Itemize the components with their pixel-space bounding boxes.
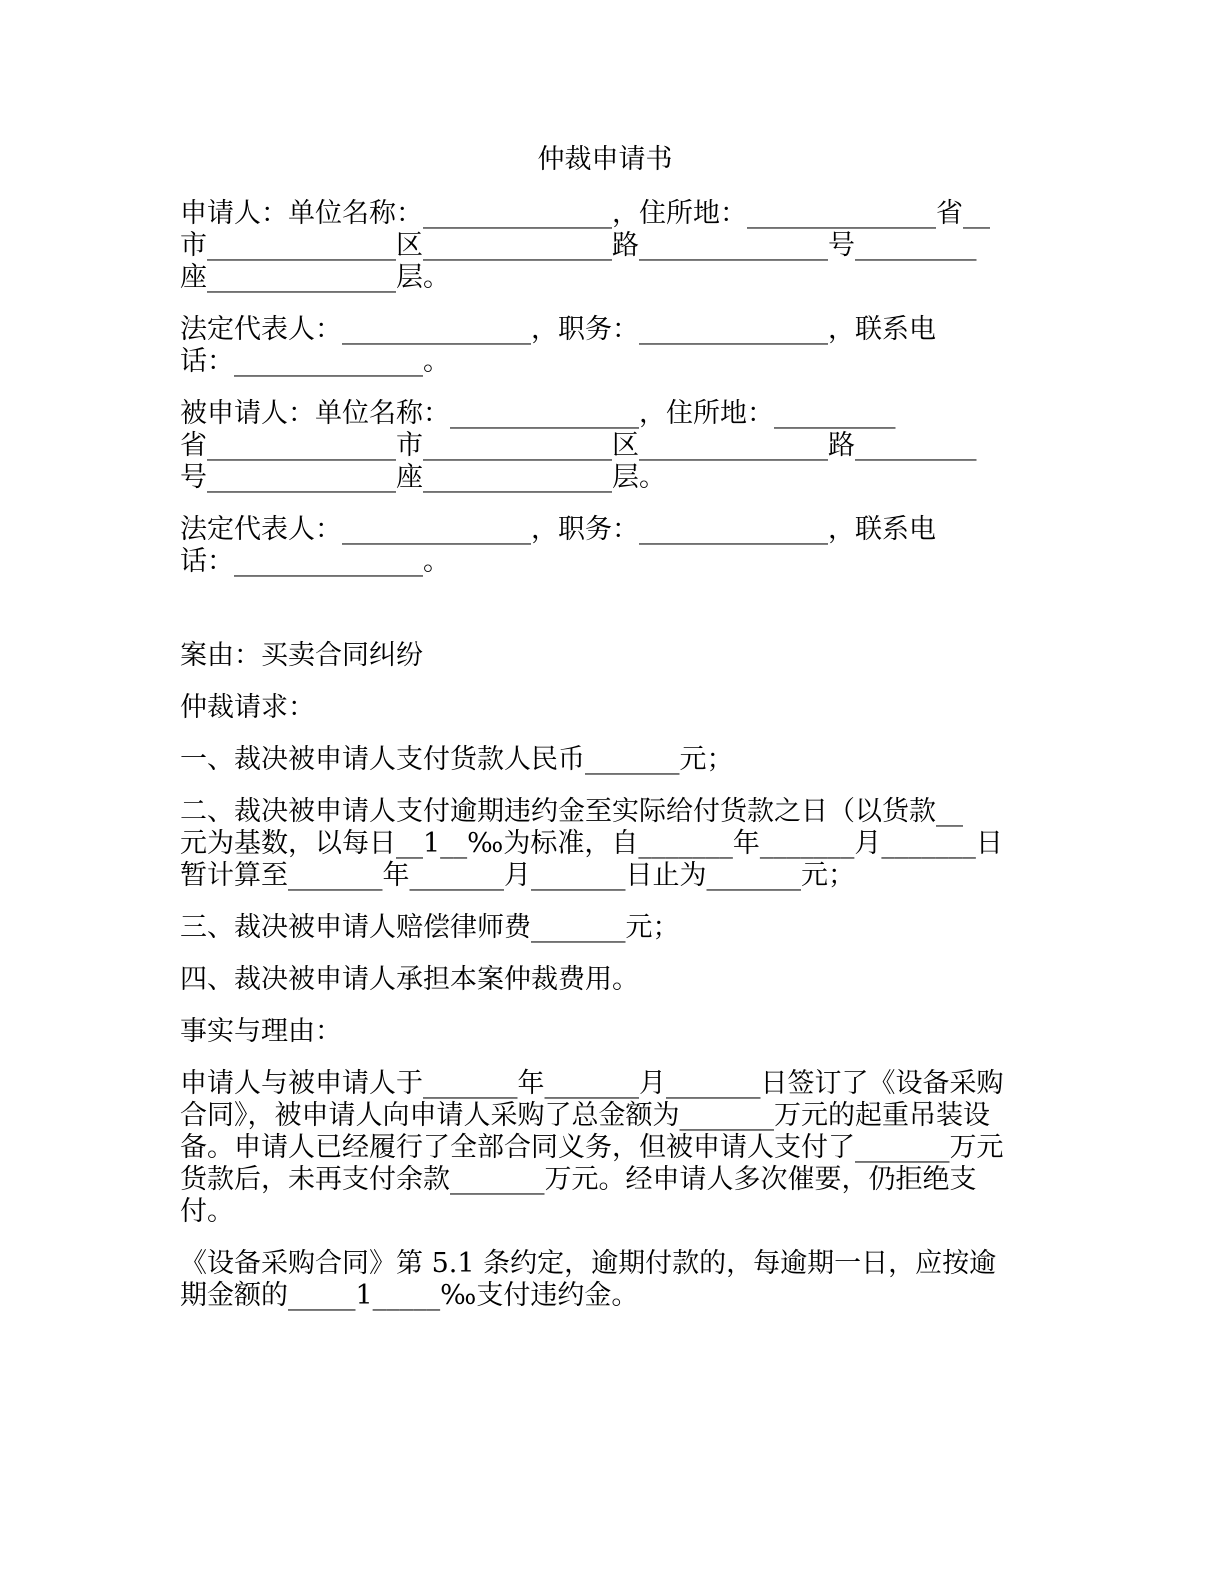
document-page	[180, 140, 1030, 1332]
respondent-rep-line-2: 话：______________。	[180, 546, 450, 577]
facts-paragraph-2	[180, 1248, 1030, 1312]
facts-paragraph-1	[180, 1068, 1030, 1228]
applicant-line-3: 座______________层。	[180, 262, 450, 293]
claim-2	[180, 796, 1030, 892]
respondent-representative	[180, 514, 1030, 578]
applicant-line-1: 申请人：单位名称：______________，住所地：______________省__	[180, 198, 990, 229]
respondent-info	[180, 398, 1030, 494]
facts-p1-line-1: 申请人与被申请人于_______年_______月_______日签订了《设备采购	[180, 1068, 1004, 1099]
respondent-line-1: 被申请人：单位名称：______________，住所地：_________	[180, 398, 896, 429]
facts-p1-line-5: 付。	[180, 1196, 234, 1227]
applicant-line-2: 市______________区______________路______________号_________	[180, 230, 977, 261]
claim-2-line-3: 暂计算至_______年_______月_______日止为_______元；	[180, 860, 855, 891]
case-cause: 案由：买卖合同纠纷	[180, 640, 423, 671]
facts-p1-line-4: 货款后，未再支付余款_______万元。经申请人多次催要，仍拒绝支	[180, 1164, 977, 1195]
respondent-rep-line-1: 法定代表人：______________，职务：______________，联系电	[180, 514, 936, 545]
applicant-rep-line-2: 话：______________。	[180, 346, 450, 377]
facts-p2-line-2: 期金额的_____1_____‰支付违约金。	[180, 1280, 639, 1311]
respondent-line-2: 省______________市______________区______________路_________	[180, 430, 977, 461]
claim-2-line-2: 元为基数，以每日__1__‰为标准，自_______年_______月_______日	[180, 828, 1003, 859]
applicant-rep-line-1: 法定代表人：______________，职务：______________，联系电	[180, 314, 936, 345]
applicant-info	[180, 198, 1030, 294]
section-spacer	[180, 598, 1030, 640]
applicant-representative	[180, 314, 1030, 378]
respondent-line-3: 号______________座______________层。	[180, 462, 666, 493]
claims-heading: 仲裁请求：	[180, 692, 315, 723]
claim-4: 四、裁决被申请人承担本案仲裁费用。	[180, 964, 639, 995]
facts-p1-line-3: 备。申请人已经履行了全部合同义务，但被申请人支付了_______万元	[180, 1132, 1004, 1163]
claim-1: 一、裁决被申请人支付货款人民币_______元；	[180, 744, 734, 775]
claim-2-line-1: 二、裁决被申请人支付逾期违约金至实际给付货款之日（以货款__	[180, 796, 963, 827]
facts-p1-line-2: 合同》，被申请人向申请人采购了总金额为_______万元的起重吊装设	[180, 1100, 990, 1131]
facts-p2-line-1: 《设备采购合同》第 5.1 条约定，逾期付款的，每逾期一日，应按逾	[180, 1248, 997, 1279]
claim-3: 三、裁决被申请人赔偿律师费_______元；	[180, 912, 680, 943]
facts-heading: 事实与理由：	[180, 1016, 342, 1047]
document-title: 仲裁申请书	[537, 144, 673, 175]
